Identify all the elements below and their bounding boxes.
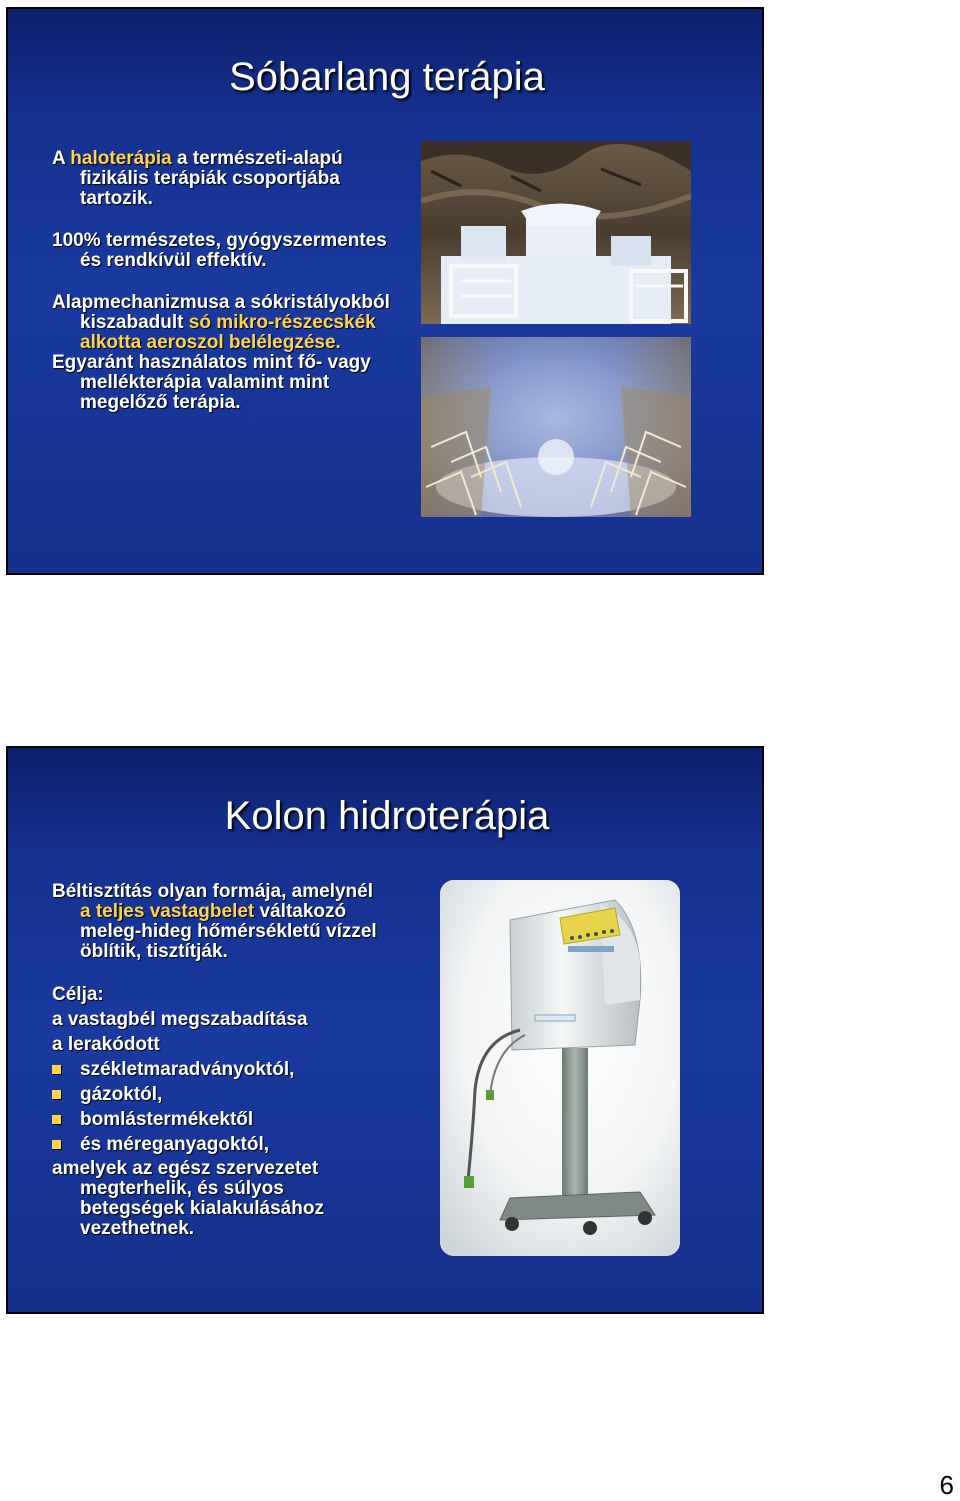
text: és méreganyagoktól, (80, 1134, 270, 1155)
bullet-square-icon (52, 1090, 61, 1099)
text: gázoktól, (80, 1084, 163, 1105)
slide-title: Sóbarlang terápia (229, 55, 545, 99)
slide-sobarlang (6, 7, 764, 575)
bullet-square-icon (52, 1140, 61, 1149)
highlight-term: só mikro-részecskék alkotta aeroszol belélegzése. (80, 312, 376, 353)
list-item (52, 1057, 382, 1082)
slide-body (52, 882, 382, 1239)
paragraph-usage: Egyaránt használatos mint fő- vagy mellékterápia valamint mint megelőző terápia. (52, 352, 371, 413)
slide-body (52, 149, 392, 413)
bullet-square-icon (52, 1115, 61, 1124)
text: a természeti-alapú fizikális terápiák csoportjába tartozik. (80, 148, 343, 209)
text: A (52, 148, 71, 169)
paragraph-mechanism (52, 293, 392, 353)
text: váltakozó meleg-hideg hőmérsékletű vízzel öblítik, tisztítják. (80, 901, 377, 962)
slide-title: Kolon hidroterápia (224, 794, 550, 838)
hydrotherapy-machine-photo (440, 880, 680, 1256)
bullet-square-icon (52, 1065, 61, 1074)
paragraph-definition (52, 882, 382, 962)
list-item (52, 1107, 382, 1132)
text: Béltisztítás olyan formája, amelynél (52, 881, 374, 902)
paragraph-haloterapia (52, 149, 392, 209)
salt-cave-photo-2 (421, 337, 691, 517)
text: székletmaradványoktól, (80, 1059, 295, 1080)
salt-cave-photo-1 (421, 141, 691, 324)
highlight-term: a teljes vastagbelet (80, 901, 255, 922)
list-item (52, 1132, 382, 1157)
goal-line-1: a vastagbél megszabadítása (52, 1009, 308, 1030)
highlight-term: haloterápia (70, 148, 172, 169)
goal-bullet-list (52, 1057, 382, 1157)
text: Alapmechanizmusa a sókristályokból kiszabadult (52, 292, 390, 333)
list-item (52, 1082, 382, 1107)
page-number: 6 (939, 1470, 954, 1500)
text: bomlástermékektől (80, 1109, 254, 1130)
celja-label: Célja: (52, 984, 104, 1005)
goal-line-2: a lerakódott (52, 1034, 160, 1055)
slide-kolon (6, 746, 764, 1314)
paragraph-natural: 100% természetes, gyógyszermentes és rendkívül effektív. (52, 230, 387, 271)
paragraph-closing: amelyek az egész szervezetet megterhelik, és súlyos betegségek kialakulásához vezethetnek. (52, 1158, 324, 1239)
